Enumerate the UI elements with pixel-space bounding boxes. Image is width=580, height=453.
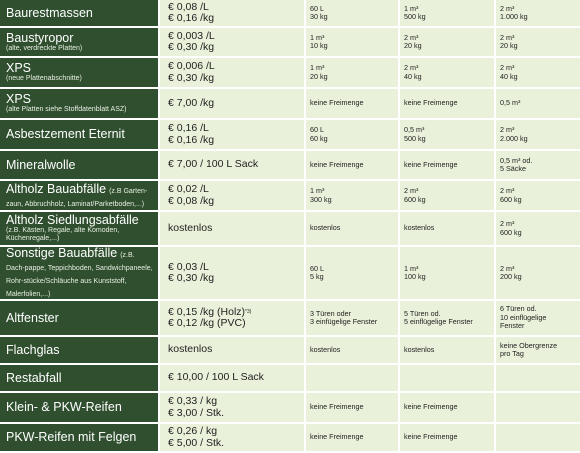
free-amount-cell-3: [496, 120, 580, 149]
amount-line: keine Freimenge: [310, 98, 364, 108]
amount-line: keine Freimenge: [404, 159, 458, 169]
free-amount-cell-2: [400, 89, 494, 118]
price-line: € 0,15 /kg (Holz)$^{*3)}$: [168, 305, 252, 318]
amount-line: 500 kg: [404, 133, 426, 143]
material-name: Altholz Siedlungsabfälle: [6, 213, 139, 227]
footnote-mark: *3): [245, 308, 252, 315]
price-line: € 0,16 /kg: [168, 133, 215, 146]
price-cell: [160, 424, 304, 451]
material-name: PKW-Reifen mit Felgen: [6, 430, 137, 444]
material-note: (z.B. Dach-pappe, Teppichboden, Sandwichpaneele, Rohr-stücke/Schläuche aus Kunststoff, Malerfolien,...): [6, 252, 153, 298]
free-amount-cell-3: [496, 365, 580, 391]
amount-line: keine Obergrenze: [500, 340, 558, 350]
material-name-cell: [0, 212, 158, 245]
material-name-cell: [0, 58, 158, 87]
amount-line: keine Freimenge: [310, 402, 364, 412]
free-amount-cell-3: [496, 58, 580, 87]
amount-line: 20 kg: [500, 41, 518, 50]
amount-line: 2 m³: [500, 186, 515, 195]
price-line: € 0,30 /kg: [168, 41, 215, 53]
amount-line: 600 kg: [500, 227, 522, 237]
amount-line: 500 kg: [404, 12, 426, 21]
amount-line: 60 L: [310, 263, 324, 273]
amount-line: 1 m³: [310, 186, 325, 195]
material-name: Restabfall: [6, 370, 62, 385]
table-row: [0, 337, 580, 363]
free-amount-cell-3: [496, 424, 580, 451]
price-line: € 0,003 /L: [168, 29, 215, 42]
material-name-cell: [0, 89, 158, 118]
amount-line: 60 L: [310, 3, 324, 13]
amount-line: 5 Türen od.: [404, 308, 441, 318]
price-line: € 0,03 /L: [168, 260, 209, 273]
table-row: [0, 120, 580, 149]
amount-line: kostenlos: [310, 223, 341, 233]
free-amount-cell-1: [306, 58, 398, 87]
amount-line: 2 m³: [404, 32, 419, 42]
table-row: [0, 151, 580, 179]
material-name-cell: [0, 424, 158, 451]
amount-line: 3 Türen oder: [310, 308, 352, 318]
free-amount-cell-2: [400, 337, 494, 363]
material-name-cell: [0, 365, 158, 391]
amount-line: 2 m³: [500, 263, 515, 273]
price-cell: [160, 337, 304, 363]
price-line: € 0,08 /L: [168, 0, 209, 13]
amount-line: 2 m³: [500, 219, 515, 228]
table-row: [0, 393, 580, 422]
free-amount-cell-1: [306, 212, 398, 245]
amount-line: 20 kg: [310, 71, 328, 81]
free-amount-cell-1: [306, 120, 398, 149]
amount-line: 300 kg: [310, 194, 332, 204]
table-row: [0, 247, 580, 299]
free-amount-cell-2: [400, 181, 494, 210]
amount-line: 1 m³: [310, 63, 325, 72]
free-amount-cell-3: [496, 28, 580, 56]
table-row: [0, 28, 580, 56]
amount-line: 3 einfügelige Fenster: [310, 317, 378, 326]
amount-line: kostenlos: [310, 344, 341, 354]
amount-line: 600 kg: [500, 194, 522, 204]
amount-line: keine Freimenge: [310, 432, 364, 442]
price-cell: [160, 301, 304, 335]
free-amount-cell-1: [306, 181, 398, 210]
amount-line: 0,5 m³: [500, 98, 521, 108]
material-name: XPS: [6, 61, 32, 75]
amount-line: 30 kg: [310, 12, 328, 21]
amount-line: 2 m³: [500, 63, 515, 72]
material-note: (alte Platten siehe Stoffdatenblatt ASZ): [6, 106, 127, 113]
material-name-cell: [0, 120, 158, 149]
material-note: (z.B. Kästen, Regale, alte Komoden, Küchenregale,...): [6, 227, 120, 242]
price-line: € 0,16 /kg: [168, 12, 215, 24]
price-line: € 7,00 /kg: [168, 96, 215, 109]
free-amount-cell-1: [306, 301, 398, 335]
material-name: Altholz Bauabfälle: [6, 181, 107, 196]
amount-line: keine Freimenge: [310, 159, 364, 169]
price-line: € 0,08 /kg: [168, 194, 215, 207]
free-amount-cell-3: [496, 89, 580, 118]
amount-line: 10 kg: [310, 41, 328, 50]
table-row: [0, 212, 580, 245]
material-name-cell: [0, 28, 158, 56]
amount-line: 0,5 m³ od.: [500, 155, 533, 165]
amount-line: 2.000 kg: [500, 133, 528, 143]
material-name: Asbestzement Eternit: [6, 127, 125, 141]
free-amount-cell-1: [306, 28, 398, 56]
material-name: Sonstige Bauabfälle: [6, 247, 118, 260]
material-name: Klein- & PKW-Reifen: [6, 400, 122, 414]
material-name-cell: [0, 337, 158, 363]
amount-line: 200 kg: [500, 272, 522, 281]
price-line: € 5,00 / Stk.: [168, 436, 225, 449]
free-amount-cell-2: [400, 247, 494, 299]
free-amount-cell-3: [496, 0, 580, 26]
amount-line: 40 kg: [404, 71, 422, 81]
price-line: € 0,26 / kg: [168, 425, 218, 437]
material-name-cell: [0, 181, 158, 210]
free-amount-cell-1: [306, 89, 398, 118]
material-name-cell: [0, 393, 158, 422]
price-line: € 7,00 / 100 L Sack: [168, 158, 259, 171]
material-name: XPS: [6, 92, 32, 106]
amount-line: 1 m³: [404, 263, 419, 273]
material-name: Flachglas: [6, 342, 60, 357]
material-note: (alte, verdreckte Platten): [6, 44, 83, 52]
free-amount-cell-3: [496, 301, 580, 335]
free-amount-cell-1: [306, 0, 398, 26]
amount-line: 1.000 kg: [500, 12, 528, 21]
price-line: kostenlos: [168, 343, 213, 356]
amount-line: 0,5 m³: [404, 125, 425, 134]
table-row: [0, 365, 580, 391]
table-row: [0, 424, 580, 451]
price-cell: [160, 181, 304, 210]
price-line: € 0,33 / kg: [168, 395, 218, 407]
free-amount-cell-3: [496, 337, 580, 363]
amount-line: pro Tag: [500, 349, 524, 358]
amount-line: 2 m³: [500, 3, 515, 13]
material-name-cell: [0, 301, 158, 335]
amount-line: 2 m³: [500, 125, 515, 134]
price-line: € 0,30 /kg: [168, 71, 215, 84]
amount-line: 1 m³: [404, 3, 419, 13]
price-line: kostenlos: [168, 221, 213, 234]
table-row: [0, 89, 580, 118]
amount-line: 5 Säcke: [500, 164, 526, 173]
free-amount-cell-2: [400, 120, 494, 149]
free-amount-cell-1: [306, 337, 398, 363]
amount-line: keine Freimenge: [404, 98, 458, 108]
table-row: [0, 0, 580, 26]
amount-line: Fenster: [500, 321, 525, 331]
free-amount-cell-2: [400, 0, 494, 26]
free-amount-cell-3: [496, 247, 580, 299]
amount-line: 20 kg: [404, 41, 422, 50]
amount-line: keine Freimenge: [404, 432, 458, 442]
price-line: € 0,006 /L: [168, 60, 215, 72]
free-amount-cell-2: [400, 28, 494, 56]
free-amount-cell-2: [400, 58, 494, 87]
table-row: [0, 58, 580, 87]
amount-line: 600 kg: [404, 194, 426, 204]
price-cell: [160, 89, 304, 118]
material-name-cell: [0, 151, 158, 179]
price-cell: [160, 247, 304, 299]
price-line: € 0,16 /L: [168, 122, 209, 134]
free-amount-cell-3: [496, 393, 580, 422]
free-amount-cell-3: [496, 181, 580, 210]
material-note: (z.B Garten-zaun, Abbruchholz, Laminat/Parketboden,...): [6, 187, 148, 208]
amount-line: kostenlos: [404, 223, 435, 233]
table-row: [0, 301, 580, 335]
free-amount-cell-1: [306, 424, 398, 451]
material-note: (neue Plattenabschnitte): [6, 75, 82, 82]
price-line: € 0,12 /kg (PVC): [168, 317, 246, 329]
price-cell: [160, 120, 304, 149]
amount-line: 5 kg: [310, 272, 324, 281]
price-cell: [160, 393, 304, 422]
material-name: Baustyropor: [6, 30, 74, 45]
free-amount-cell-2: [400, 301, 494, 335]
amount-line: 60 L: [310, 125, 324, 134]
price-line: € 10,00 / 100 L Sack: [168, 371, 264, 384]
free-amount-cell-1: [306, 365, 398, 391]
material-name-cell: [0, 247, 158, 299]
free-amount-cell-3: [496, 212, 580, 245]
free-amount-cell-1: [306, 393, 398, 422]
amount-line: 10 einflügelige: [500, 312, 547, 322]
free-amount-cell-3: [496, 151, 580, 179]
amount-line: 5 einflügelige Fenster: [404, 317, 473, 326]
free-amount-cell-1: [306, 151, 398, 179]
material-name: Mineralwolle: [6, 157, 76, 172]
free-amount-cell-2: [400, 393, 494, 422]
amount-line: 1 m³: [310, 32, 325, 42]
price-cell: [160, 28, 304, 56]
amount-line: 2 m³: [404, 186, 419, 195]
material-name-cell: [0, 0, 158, 26]
price-cell: [160, 0, 304, 26]
free-amount-cell-2: [400, 424, 494, 451]
amount-line: 100 kg: [404, 272, 426, 281]
amount-line: 2 m³: [500, 32, 515, 42]
price-cell: [160, 212, 304, 245]
amount-line: keine Freimenge: [404, 402, 458, 412]
free-amount-cell-2: [400, 151, 494, 179]
amount-line: 2 m³: [404, 63, 419, 72]
price-line: € 3,00 / Stk.: [168, 406, 225, 419]
material-name: Baurestmassen: [6, 5, 93, 20]
amount-line: 60 kg: [310, 133, 328, 143]
amount-line: kostenlos: [404, 344, 435, 354]
free-amount-cell-2: [400, 365, 494, 391]
free-amount-cell-1: [306, 247, 398, 299]
table-row: [0, 181, 580, 210]
price-line: € 0,02 /L: [168, 183, 209, 195]
material-name: Altfenster: [6, 310, 59, 325]
price-cell: [160, 365, 304, 391]
price-line: € 0,30 /kg: [168, 272, 215, 284]
amount-line: 6 Türen od.: [500, 304, 537, 314]
amount-line: 40 kg: [500, 71, 518, 81]
free-amount-cell-2: [400, 212, 494, 245]
price-cell: [160, 151, 304, 179]
price-cell: [160, 58, 304, 87]
